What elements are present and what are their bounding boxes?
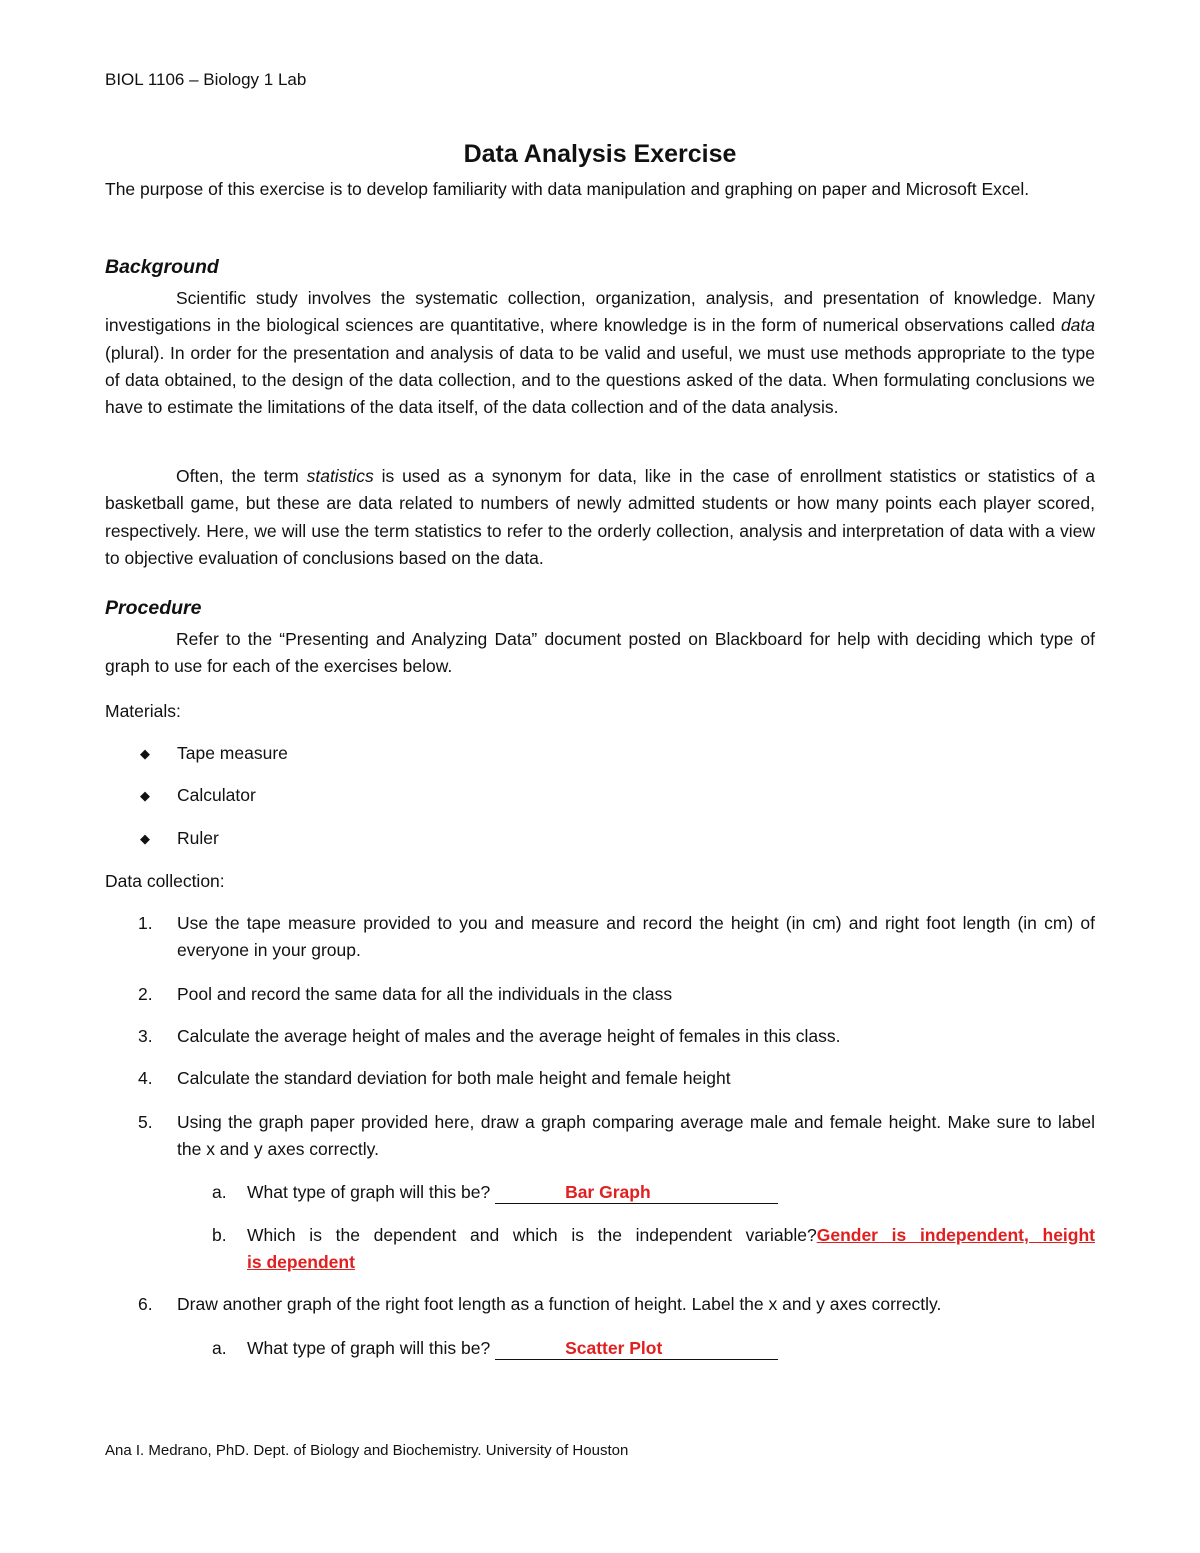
sub-question-5b-continued (247, 1249, 1095, 1276)
step-text: Pool and record the same data for all the individuals in the class (177, 984, 673, 1004)
step-number: 1. (138, 913, 153, 933)
answer-variables-line1: Gender is independent, height (816, 1225, 1096, 1245)
sub-question-6a: What type of graph will this be? Scatter Plot (247, 1335, 1095, 1362)
step-text: Use the tape measure provided to you and measure and record the height (in cm) and right foot length (in cm) of everyone in your group. (177, 913, 1095, 961)
step-number: 6. (138, 1294, 153, 1314)
background-paragraph-2: Often, the term statistics is used as a synonym for data, like in the case of enrollment statistics or statistics of a basketball game, but these are data related to numbers of newly admitted students or how many points each player scored, respectively. Here, we will use the term statistics to refer to the orderly collection, analysis and interpretation of data with a view to objective evaluation of conclusions based on the data. (105, 466, 1095, 568)
bullet-icon: ◆ (140, 746, 150, 761)
material-item: Calculator (177, 785, 256, 805)
document-footer: Ana I. Medrano, PhD. Dept. of Biology and Biochemistry. University of Houston (105, 1442, 629, 1459)
step-text: Calculate the standard deviation for both male height and female height (177, 1068, 731, 1088)
step-text: Calculate the average height of males and the average height of females in this class. (177, 1026, 841, 1046)
sub-question-5a: What type of graph will this be? Bar Graph (247, 1179, 1095, 1206)
answer-variables-line2: is dependent (247, 1252, 355, 1272)
material-item: Tape measure (177, 743, 288, 763)
sub-question-letter: b. (212, 1225, 227, 1245)
page-title: Data Analysis Exercise (463, 140, 737, 168)
sub-question-5b: Which is the dependent and which is the independent variable?Gender is independent, height (247, 1225, 1096, 1245)
background-paragraph-1: Scientific study involves the systematic collection, organization, analysis, and presentation of knowledge. Many investigations in the biological sciences are quantitative, where knowledge is in the form of numerical observations called data (plural). In order for the presentation and analysis of data to be valid and useful, we must use methods appropriate to the type of data obtained, to the design of the data collection, and to the questions asked of the data. When formulating conclusions we have to estimate the limitations of the data itself, of the data collection and of the data analysis. (105, 288, 1095, 418)
bullet-icon: ◆ (140, 788, 150, 803)
step-number: 4. (138, 1068, 153, 1088)
step-text: Using the graph paper provided here, draw a graph comparing average male and female height. Make sure to label the x and y axes correctly. (177, 1112, 1095, 1160)
procedure-paragraph: Refer to the “Presenting and Analyzing Data” document posted on Blackboard for help with deciding which type of graph to use for each of the exercises below. (105, 629, 1095, 677)
intro-paragraph: The purpose of this exercise is to develop familiarity with data manipulation and graphing on paper and Microsoft Excel. (105, 179, 1030, 199)
answer-blank (495, 1181, 778, 1204)
sub-question-letter: a. (212, 1338, 227, 1358)
answer-scatter-plot: Scatter Plot (565, 1338, 663, 1358)
data-collection-label: Data collection: (105, 871, 225, 891)
background-heading: Background (105, 256, 219, 278)
step-number: 3. (138, 1026, 153, 1046)
answer-bar-graph: Bar Graph (565, 1182, 651, 1202)
step-text: Draw another graph of the right foot length as a function of height. Label the x and y axes correctly. (177, 1294, 942, 1314)
answer-blank (495, 1337, 778, 1360)
sub-question-letter: a. (212, 1182, 227, 1202)
step-number: 5. (138, 1112, 153, 1132)
procedure-heading: Procedure (105, 597, 202, 619)
material-item: Ruler (177, 828, 219, 848)
document-header: BIOL 1106 – Biology 1 Lab (105, 70, 307, 89)
step-number: 2. (138, 984, 153, 1004)
materials-label: Materials: (105, 701, 181, 721)
bullet-icon: ◆ (140, 831, 150, 846)
